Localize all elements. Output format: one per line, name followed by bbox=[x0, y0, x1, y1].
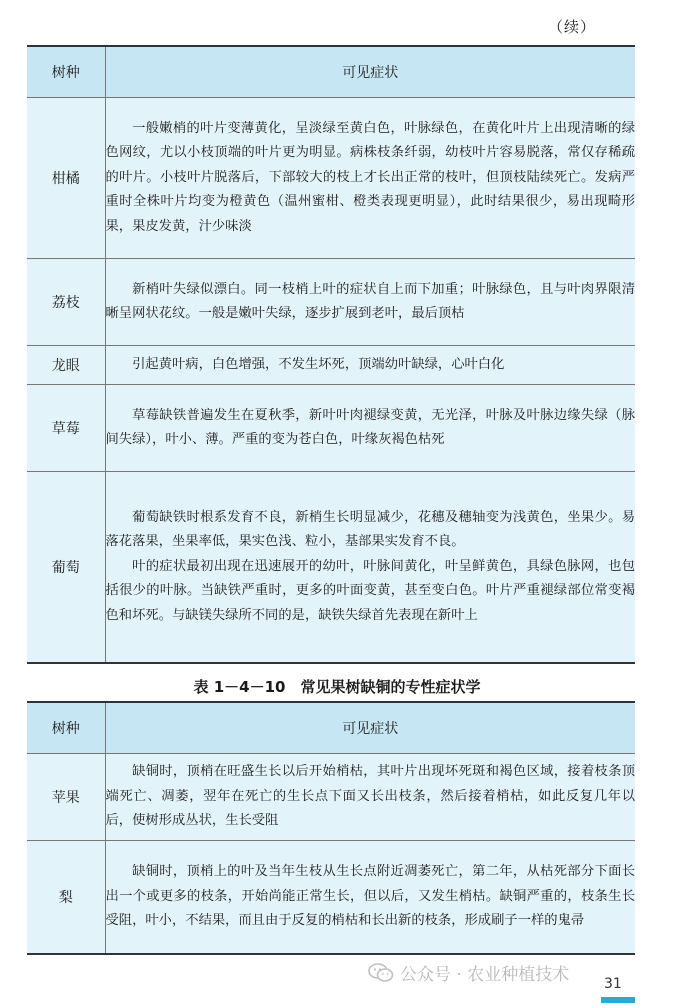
table-header-row bbox=[27, 46, 635, 98]
symptom-paragraph: 缺铜时，顶梢在旺盛生长以后开始梢枯，其叶片出现坏死斑和褐色区域，接着枝条顶端死亡、凋萎，翌年在死亡的生长点下面又长出枝条，然后接着梢枯，如此反复几年以后，使树形成丛状，生长受阻 bbox=[105, 764, 635, 829]
table-row bbox=[27, 385, 635, 472]
table-row bbox=[27, 841, 635, 955]
table-caption: 表 1－4－10 常见果树缺铜的专性症状学 bbox=[193, 678, 481, 696]
species-cell: 龙眼 bbox=[27, 346, 105, 385]
table-header-row bbox=[27, 702, 635, 754]
species-cell: 葡萄 bbox=[27, 472, 105, 664]
symptom-cell bbox=[105, 346, 635, 385]
continued-label: （续） bbox=[547, 18, 596, 36]
header-species: 树种 bbox=[27, 46, 105, 98]
symptom-paragraph: 新梢叶失绿似漂白。同一枝梢上叶的症状自上而下加重；叶脉绿色，且与叶肉界限清晰呈网状花纹。一般是嫩叶失绿，逐步扩展到老叶，最后顶枯 bbox=[105, 281, 635, 321]
symptom-cell bbox=[105, 841, 635, 955]
symptom-paragraph: 引起黄叶病，白色增强，不发生坏死，顶端幼叶缺绿，心叶白化 bbox=[132, 356, 505, 372]
symptom-paragraph: 葡萄缺铁时根系发育不良，新梢生长明显减少，花穗及穗轴变为浅黄色，坐果少。易落花落果，坐果率低，果实色浅、粒小，基部果实发育不良。 bbox=[105, 509, 635, 550]
watermark bbox=[368, 960, 569, 985]
symptom-cell bbox=[105, 385, 635, 472]
species-cell: 苹果 bbox=[27, 754, 105, 841]
table-row bbox=[27, 472, 635, 664]
header-symptoms: 可见症状 bbox=[105, 702, 635, 754]
watermark-text: 公众号 · 农业种植技术 bbox=[400, 965, 570, 985]
symptom-paragraph: 缺铜时，顶梢上的叶及当年生枝从生长点附近凋萎死亡，第二年，从枯死部分下面长出一个或更多的枝条，开始尚能正常生长，但以后，又发生梢枯。缺铜严重的，枝条生长受阻，叶小，不结果，而且由于反复的梢枯和长出新的枝条，形成刷子一样的鬼帚 bbox=[105, 864, 635, 929]
header-symptoms: 可见症状 bbox=[105, 46, 635, 98]
symptom-paragraph: 叶的症状最初出现在迅速展开的幼叶，叶脉间黄化，叶呈鲜黄色，具绿色脉网，也包括很少的叶脉。当缺铁严重时，更多的叶面变黄，甚至变白色。叶片严重褪绿部位常变褐色和坏死。与缺镁失绿所不同的是，缺铁失绿首先表现在新叶上 bbox=[105, 558, 635, 623]
table-row bbox=[27, 346, 635, 385]
header-species: 树种 bbox=[27, 702, 105, 754]
symptom-paragraph: 草莓缺铁普遍发生在夏秋季，新叶叶肉褪绿变黄，无光泽，叶脉及叶脉边缘失绿（脉间失绿），叶小、薄。严重的变为苍白色，叶缘灰褐色枯死 bbox=[105, 407, 635, 447]
symptom-paragraph: 一般嫩梢的叶片变薄黄化，呈淡绿至黄白色，叶脉绿色，在黄化叶片上出现清晰的绿色网纹，尤以小枝顶端的叶片更为明显。病株枝条纤弱，幼枝叶片容易脱落，常仅存稀疏的叶片。小枝叶片脱落后，下部较大的枝上才长出正常的枝叶，但顶枝陆续死亡。发病严重时全株叶片均变为橙黄色（温州蜜柑、橙类表现更明显），此时结果很少，易出现畸形果，果皮发黄，汁少味淡 bbox=[105, 120, 635, 234]
page-number: 31 bbox=[604, 976, 622, 992]
table-row bbox=[27, 754, 635, 841]
copper-deficiency-table bbox=[27, 701, 635, 955]
iron-deficiency-table bbox=[27, 45, 635, 664]
symptom-cell bbox=[105, 472, 635, 664]
species-cell: 荔枝 bbox=[27, 259, 105, 346]
page-number-bar bbox=[601, 997, 635, 1003]
table-row bbox=[27, 98, 635, 259]
symptom-cell bbox=[105, 754, 635, 841]
wechat-icon bbox=[368, 963, 394, 983]
species-cell: 梨 bbox=[27, 841, 105, 955]
species-cell: 柑橘 bbox=[27, 98, 105, 259]
table-row bbox=[27, 259, 635, 346]
species-cell: 草莓 bbox=[27, 385, 105, 472]
symptom-cell bbox=[105, 259, 635, 346]
symptom-cell bbox=[105, 98, 635, 259]
